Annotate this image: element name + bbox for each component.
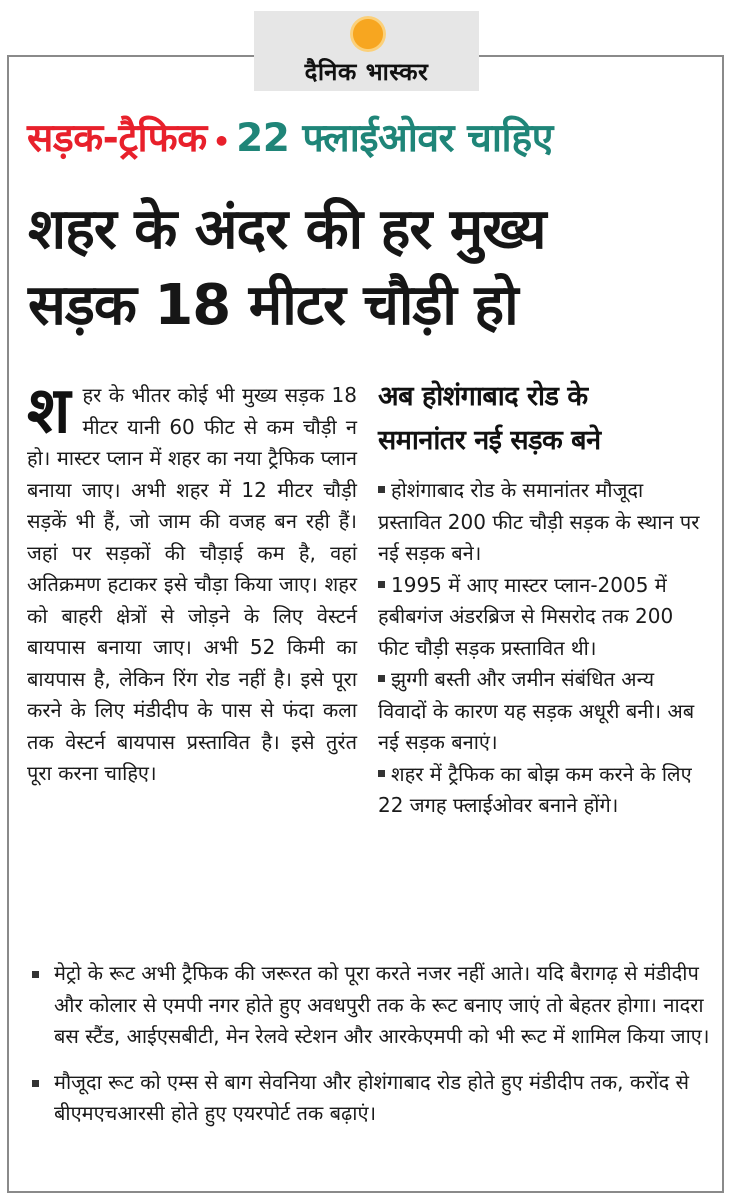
headline bbox=[28, 192, 718, 344]
bullet-text: मेट्रो के रूट अभी ट्रैफिक की जरूरत को पूरा करते नजर नहीं आते। यदि बैरागढ़ से मंडीदीप और कोलार से एमपी नगर होते हुए अवधपुरी तक के रूट बनाए जाएं तो बेहतर होगा। नादरा बस स्टैंड, आईएसबीटी, मेन रेलवे स्टेशन और आरकेएमपी को भी रूट में शामिल किया जाए। bbox=[54, 961, 710, 1048]
left-column-body: हर के भीतर कोई भी मुख्य सड़क 18 मीटर यानी 60 फीट से कम चौड़ी न हो। मास्टर प्लान में शहर का नया ट्रैफिक प्लान बनाया जाए। अभी शहर में 12 मीटर चौड़ी सड़कें भी हैं, जो जाम की वजह बन रही हैं। जहां पर सड़कों की चौड़ाई कम है, वहां अतिक्रमण हटाकर इसे चौड़ा किया जाए। शहर को बाहरी क्षेत्रों से जोड़ने के लिए वेस्टर्न बायपास बनाया जाए। अभी 52 किमी का बायपास है, लेकिन रिंग रोड नहीं है। इसे पूरा करने के लिए मंडीदीप के पास से फंदा कला तक वेस्टर्न बायपास प्रस्तावित है। इसे तुरंत पूरा करना चाहिए। bbox=[27, 383, 357, 785]
square-bullet-icon bbox=[32, 971, 39, 978]
list-item bbox=[20, 958, 710, 1053]
left-column bbox=[27, 374, 357, 790]
headline-line-2: सड़क 18 मीटर चौड़ी हो bbox=[28, 273, 518, 338]
bullet-text: झुग्गी बस्ती और जमीन संबंधित अन्य विवादों के कारण यह सड़क अधूरी बनी। अब नई सड़क बनाएं। bbox=[378, 667, 695, 754]
sun-logo-icon bbox=[350, 16, 386, 52]
bullet-text: होशंगाबाद रोड के समानांतर मौजूदा प्रस्तावित 200 फीट चौड़ी सड़क के स्थान पर नई सड़क बने। bbox=[378, 478, 700, 565]
kicker bbox=[27, 110, 717, 163]
list-item bbox=[378, 759, 708, 822]
kicker-separator: • bbox=[212, 125, 231, 158]
square-bullet-icon bbox=[378, 770, 385, 777]
bullet-text: शहर में ट्रैफिक का बोझ कम करने के लिए 22 जगह फ्लाईओवर बनाने होंगे। bbox=[378, 761, 692, 817]
headline-line-1: शहर के अंदर की हर मुख्य bbox=[28, 197, 546, 262]
list-item bbox=[378, 664, 708, 759]
subhead-line-1: अब होशंगाबाद रोड के bbox=[378, 381, 588, 412]
bottom-bullet-list bbox=[20, 958, 710, 1144]
square-bullet-icon bbox=[378, 486, 385, 493]
bullet-text: 1995 में आए मास्टर प्लान-2005 में हबीबगंज अंडरब्रिज से मिसरोद तक 200 फीट चौड़ी सड़क प्रस्तावित थी। bbox=[378, 572, 674, 660]
dropcap: श bbox=[27, 374, 71, 448]
kicker-subtopic: 22 फ्लाईओवर चाहिए bbox=[236, 116, 553, 161]
right-bullet-list bbox=[378, 475, 708, 822]
masthead bbox=[254, 11, 479, 91]
square-bullet-icon bbox=[32, 1080, 39, 1087]
list-item bbox=[378, 475, 708, 570]
list-item bbox=[20, 1067, 710, 1130]
brand-name: दैनिक भास्कर bbox=[304, 58, 429, 86]
bullet-text: मौजूदा रूट को एम्स से बाग सेवनिया और होशंगाबाद रोड होते हुए मंडीदीप तक, करोंद से बीएमएचआरसी होते हुए एयरपोर्ट तक बढ़ाएं। bbox=[54, 1069, 690, 1125]
subhead bbox=[378, 375, 708, 463]
square-bullet-icon bbox=[378, 581, 385, 588]
square-bullet-icon bbox=[378, 675, 385, 682]
kicker-topic: सड़क-ट्रैफिक bbox=[27, 116, 207, 161]
right-column bbox=[378, 375, 708, 822]
subhead-line-2: समानांतर नई सड़क बने bbox=[378, 425, 601, 456]
list-item bbox=[378, 570, 708, 665]
